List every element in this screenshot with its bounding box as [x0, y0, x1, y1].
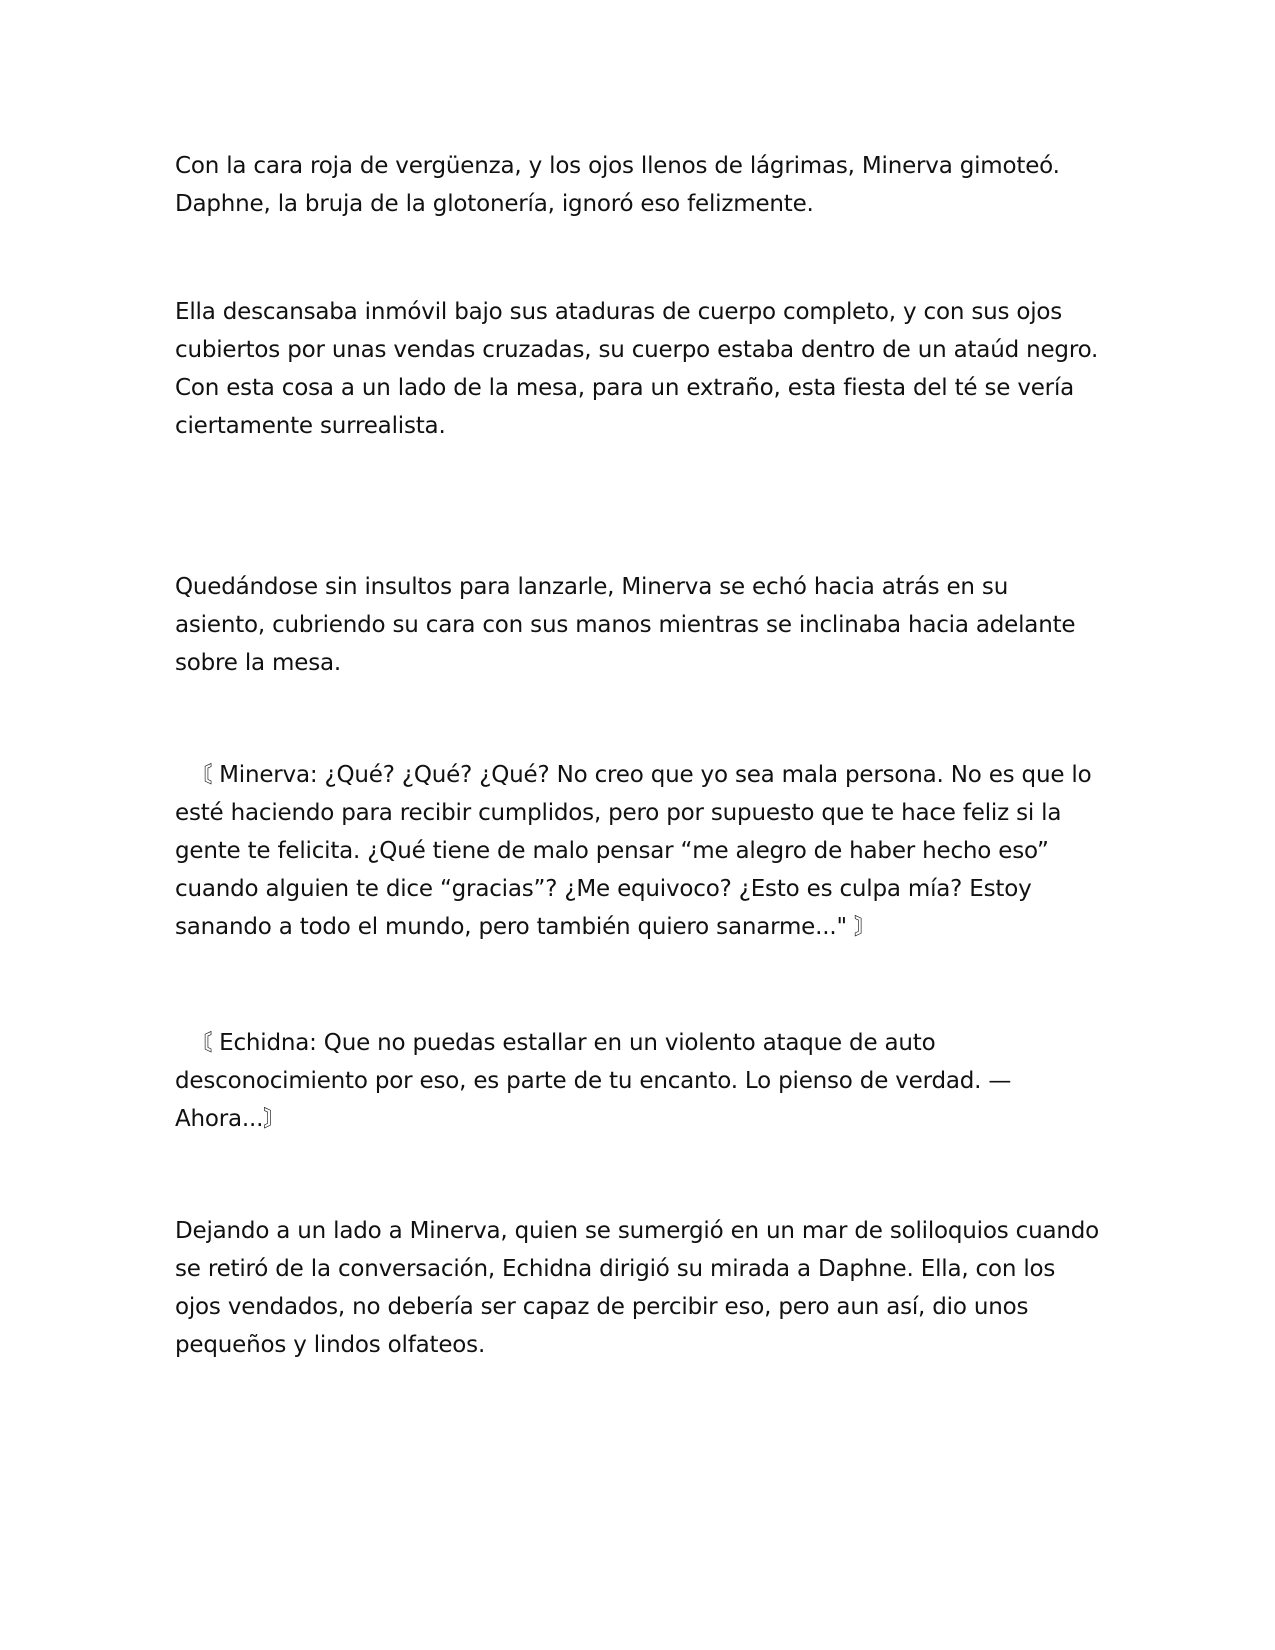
paragraph-echidna-gaze: Dejando a un lado a Minerva, quien se sumergió en un mar de soliloquios cuando se retiró de la conversación, Echidna dirigió su mirada a Daphne. Ella, con los ojos vendados, no debería ser capaz de percibir eso, pero aun así, dio unos pequeños y lindos olfateos. [175, 1218, 1100, 1358]
paragraph-minerva-leans: Quedándose sin insultos para lanzarle, Minerva se echó hacia atrás en su asiento, cubriendo su cara con sus manos mientras se inclinaba hacia adelante sobre la mesa. [175, 574, 1076, 676]
dialogue-echidna: 〘 Echidna: Que no puedas estallar en un violento ataque de auto desconocimiento por eso, es parte de tu encanto. Lo pienso de verdad. — Ahora...〙 [175, 1030, 1012, 1132]
dialogue-minerva: 〘 Minerva: ¿Qué? ¿Qué? ¿Qué? No creo que yo sea mala persona. No es que lo esté haciendo para recibir cumplidos, pero por supuesto que te hace feliz si la gente te felicita. ¿Qué tiene de malo pensar “me alegro de haber hecho eso” cuando alguien te dice “gracias”? ¿Me equivoco? ¿Esto es culpa mía? Estoy sanando a todo el mundo, pero también quiero sanarme..." 〙 [175, 762, 1092, 940]
paragraph-minerva-blush: Con la cara roja de vergüenza, y los ojos llenos de lágrimas, Minerva gimoteó. Daphne, la bruja de la glotonería, ignoró eso felizmente. [175, 153, 1060, 217]
paragraph-daphne-coffin: Ella descansaba inmóvil bajo sus ataduras de cuerpo completo, y con sus ojos cubiertos por unas vendas cruzadas, su cuerpo estaba dentro de un ataúd negro. Con esta cosa a un lado de la mesa, para un extraño, esta fiesta del té se vería ciertamente surrealista. [175, 299, 1099, 439]
